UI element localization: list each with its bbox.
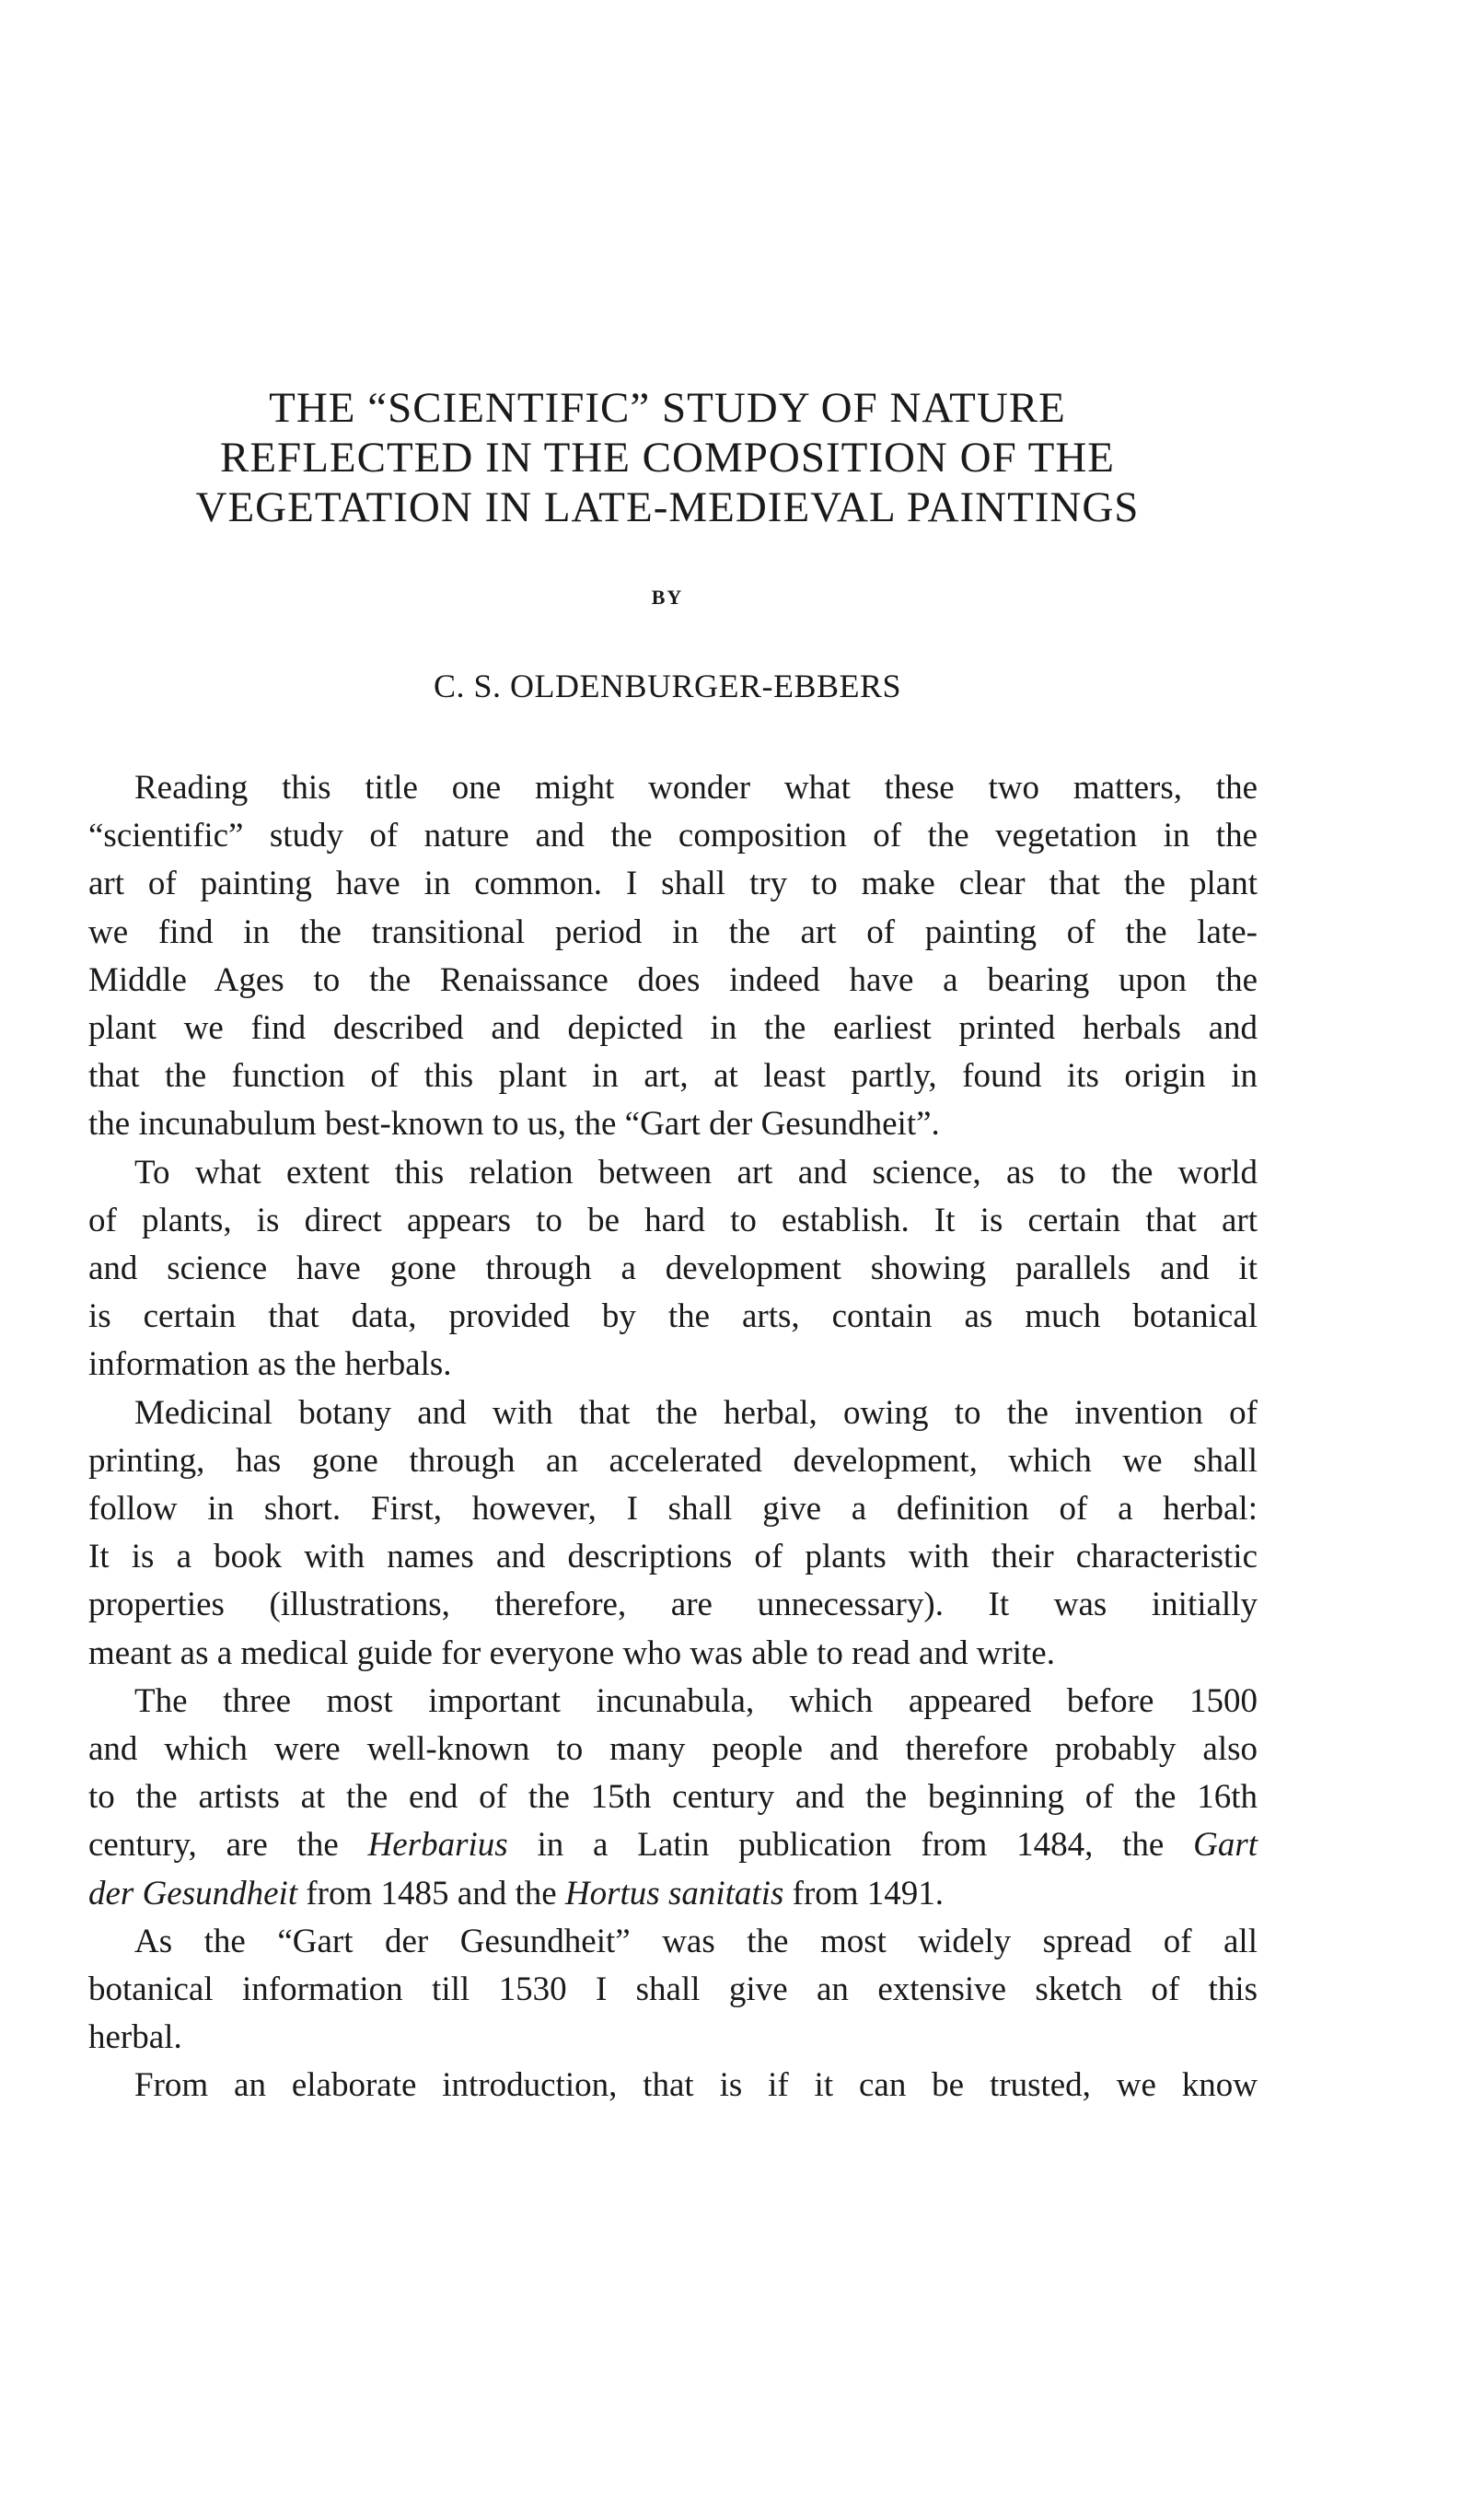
title-line: THE “SCIENTIFIC” STUDY OF NATURE bbox=[269, 384, 1066, 432]
text-line: art of painting have in common. I shall try to make clear that the plant bbox=[88, 865, 1258, 903]
author-name: C. S. OLDENBURGER-EBBERS bbox=[433, 668, 902, 704]
book-title-gart: Gart bbox=[1193, 1826, 1258, 1865]
article-title bbox=[0, 383, 1335, 532]
text-segment: in a Latin publication from 1484, the bbox=[537, 1826, 1165, 1865]
title-line: VEGETATION IN LATE-MEDIEVAL PAINTINGS bbox=[195, 483, 1140, 531]
text-line: that the function of this plant in art, at least partly, found its origin in bbox=[88, 1057, 1258, 1096]
text-segment: from 1491. bbox=[792, 1874, 945, 1912]
book-title-gesundheit: der Gesundheit bbox=[88, 1874, 298, 1912]
text-line: It is a book with names and descriptions of plants with their characteristic bbox=[88, 1538, 1258, 1576]
text-line: To what extent this relation between art and science, as to the world bbox=[134, 1153, 1258, 1192]
book-title-herbarius: Herbarius bbox=[367, 1826, 508, 1865]
text-line: herbal. bbox=[88, 2018, 182, 2057]
text-line: “scientific” study of nature and the composition of the vegetation in the bbox=[88, 817, 1258, 855]
text-segment: century, are the bbox=[88, 1826, 339, 1865]
text-line: Medicinal botany and with that the herbal, owing to the invention of bbox=[134, 1393, 1258, 1432]
paragraph-4 bbox=[88, 1678, 1258, 1918]
text-line: to the artists at the end of the 15th century and the beginning of the 16th bbox=[88, 1778, 1258, 1817]
text-line: information as the herbals. bbox=[88, 1345, 452, 1384]
text-line: Reading this title one might wonder what these two matters, the bbox=[134, 769, 1258, 807]
text-line: and science have gone through a development showing parallels and it bbox=[88, 1250, 1258, 1288]
text-line: From an elaborate introduction, that is if it can be trusted, we know bbox=[134, 2066, 1258, 2105]
text-segment: from 1485 and the bbox=[306, 1874, 557, 1912]
paragraph-5 bbox=[88, 1918, 1258, 2063]
book-title-hortus: Hortus sanitatis bbox=[564, 1874, 784, 1912]
text-line: printing, has gone through an accelerated development, which we shall bbox=[88, 1441, 1258, 1480]
text-line: is certain that data, provided by the arts, contain as much botanical bbox=[88, 1297, 1258, 1336]
text-line: The three most important incunabula, which appeared before 1500 bbox=[134, 1681, 1258, 1720]
text-line: Middle Ages to the Renaissance does indeed have a bearing upon the bbox=[88, 960, 1258, 999]
text-line: botanical information till 1530 I shall give an extensive sketch of this bbox=[88, 1970, 1258, 2009]
paragraph-1 bbox=[88, 764, 1258, 1149]
text-line: As the “Gart der Gesundheit” was the most widely spread of all bbox=[134, 1922, 1258, 1960]
byline: BY bbox=[651, 586, 684, 609]
text-line: we find in the transitional period in the art of painting of the late- bbox=[88, 913, 1258, 951]
title-line: REFLECTED IN THE COMPOSITION OF THE bbox=[220, 434, 1115, 482]
text-line: properties (illustrations, therefore, are unnecessary). It was initially bbox=[88, 1586, 1258, 1624]
paragraph-6 bbox=[88, 2062, 1258, 2110]
paragraph-2 bbox=[88, 1149, 1258, 1389]
text-line: and which were well-known to many people and therefore probably also bbox=[88, 1730, 1258, 1769]
text-line: plant we find described and depicted in the earliest printed herbals and bbox=[88, 1009, 1258, 1048]
text-line: meant as a medical guide for everyone who was able to read and write. bbox=[88, 1633, 1055, 1672]
text-line: follow in short. First, however, I shall give a definition of a herbal: bbox=[88, 1490, 1258, 1529]
text-line bbox=[88, 1821, 1258, 1869]
text-line: the incunabulum best-known to us, the “Gart der Gesundheit”. bbox=[88, 1105, 940, 1144]
body-text bbox=[88, 764, 1258, 2110]
text-line: of plants, is direct appears to be hard to establish. It is certain that art bbox=[88, 1201, 1258, 1239]
paragraph-3 bbox=[88, 1389, 1258, 1678]
text-line bbox=[88, 1870, 1258, 1918]
